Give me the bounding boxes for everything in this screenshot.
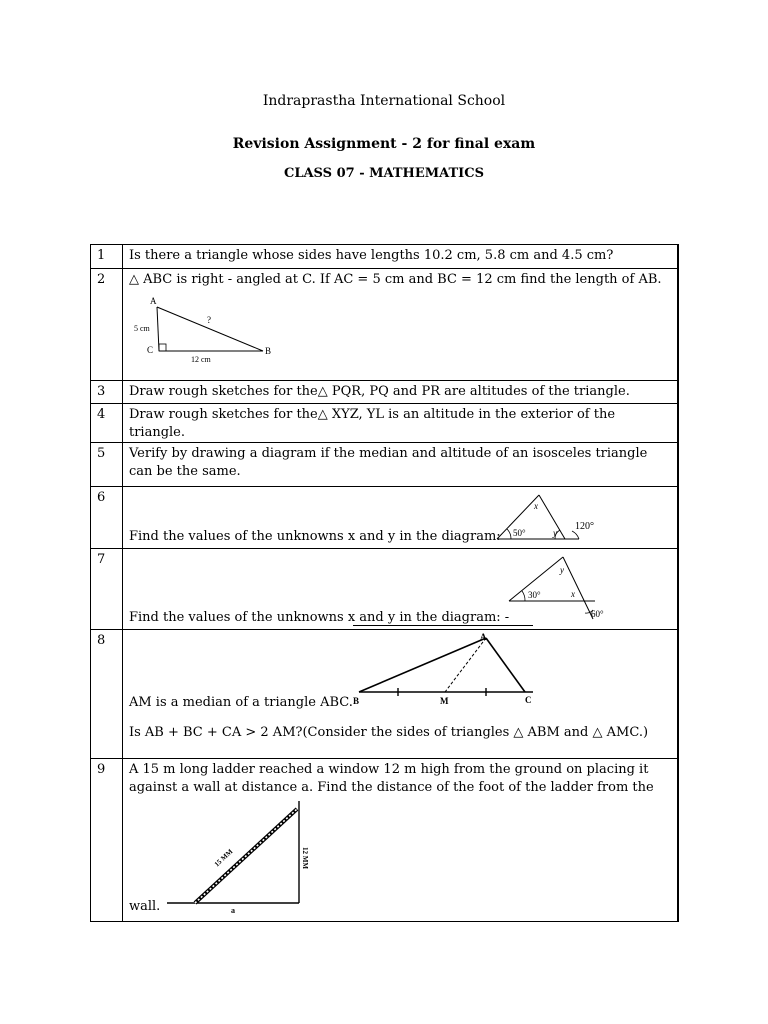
side-label-ab: ? — [206, 315, 211, 325]
question-number: 7 — [91, 549, 123, 630]
blank-cell — [677, 381, 678, 404]
angle-label-50: 50° — [512, 528, 526, 538]
angle-label-y: y — [552, 528, 557, 538]
question-text: Is there a triangle whose sides have lengths 10.2 cm, 5.8 cm and 4.5 cm? — [122, 245, 677, 269]
question-text-2: Is AB + BC + CA > 2 AM?(Consider the sides of triangles △ ABM and △ AMC.) — [128, 725, 649, 740]
right-triangle-figure — [129, 293, 299, 363]
blank-cell — [677, 404, 678, 443]
table-row — [91, 404, 679, 443]
height-label: 12 MM — [300, 847, 309, 869]
question-text-end: wall. — [128, 899, 161, 914]
blank-cell — [677, 245, 678, 269]
table-row — [91, 487, 679, 549]
angle-label-120: 120° — [574, 521, 594, 532]
question-number: 5 — [91, 443, 123, 487]
question-cell — [122, 487, 677, 549]
blank-cell — [677, 443, 678, 487]
table-row — [91, 549, 679, 630]
side-label-ac: 5 cm — [133, 324, 150, 333]
question-number: 9 — [91, 759, 123, 922]
ladder-figure — [159, 797, 309, 917]
table-row — [91, 381, 679, 404]
blank-cell — [677, 759, 678, 922]
angle-label-x: x — [570, 589, 575, 599]
question-text: Verify by drawing a diagram if the median and altitude of an isosceles triangle can be the same. — [122, 443, 677, 487]
blank-cell — [677, 549, 678, 630]
question-text: Draw rough sketches for the△ PQR, PQ and PR are altitudes of the triangle. — [122, 381, 677, 404]
question-cell — [122, 630, 677, 759]
median-triangle-figure — [353, 632, 553, 706]
question-text: A 15 m long ladder reached a window 12 m high from the ground on placing it against a wall at distance a. Find the distance of the foot of the ladder from the — [128, 762, 654, 795]
exterior-angle-figure — [505, 553, 615, 625]
question-number: 1 — [91, 245, 123, 269]
underline-decoration — [353, 625, 533, 626]
table-row — [91, 759, 679, 922]
assignment-title: Revision Assignment - 2 for final exam — [232, 136, 536, 152]
side-label-bc: 12 cm — [190, 355, 211, 363]
question-text: AM is a median of a triangle ABC. — [128, 695, 353, 710]
questions-table — [90, 244, 679, 922]
table-row — [91, 630, 679, 759]
class-subject-title: CLASS 07 - MATHEMATICS — [283, 166, 484, 181]
question-cell — [122, 549, 677, 630]
angle-label-60: 60° — [590, 609, 604, 619]
angle-label-y: y — [559, 565, 564, 575]
angle-label-x: x — [533, 501, 538, 511]
vertex-label-a: A — [149, 296, 157, 306]
vertex-label-a: A — [479, 632, 487, 642]
blank-cell — [677, 630, 678, 759]
question-number: 6 — [91, 487, 123, 549]
question-text: Find the values of the unknowns x and y in the diagram: - — [128, 610, 510, 625]
question-text: Find the values of the unknowns x and y in the diagram: — [128, 529, 501, 544]
question-text: Draw rough sketches for the△ XYZ, YL is an altitude in the exterior of the triangle. — [122, 404, 677, 443]
vertex-label-m: M — [439, 696, 449, 706]
ladder-label: 15 MM — [212, 847, 235, 869]
question-cell — [122, 269, 677, 381]
exterior-angle-figure — [493, 489, 613, 545]
table-row — [91, 245, 679, 269]
question-number: 3 — [91, 381, 123, 404]
base-label: a — [230, 906, 235, 915]
vertex-label-c: C — [524, 695, 532, 705]
question-number: 2 — [91, 269, 123, 381]
question-number: 4 — [91, 404, 123, 443]
blank-cell — [677, 487, 678, 549]
vertex-label-b: B — [264, 346, 271, 356]
school-name: Indraprastha International School — [262, 93, 506, 109]
angle-label-30: 30° — [527, 590, 541, 600]
question-cell — [122, 759, 677, 922]
question-number: 8 — [91, 630, 123, 759]
vertex-label-c: C — [146, 345, 153, 355]
table-row — [91, 443, 679, 487]
vertex-label-b: B — [352, 696, 359, 706]
table-row — [91, 269, 679, 381]
blank-cell — [677, 269, 678, 381]
question-text: △ ABC is right - angled at C. If AC = 5 cm and BC = 12 cm find the length of AB. — [128, 272, 662, 287]
